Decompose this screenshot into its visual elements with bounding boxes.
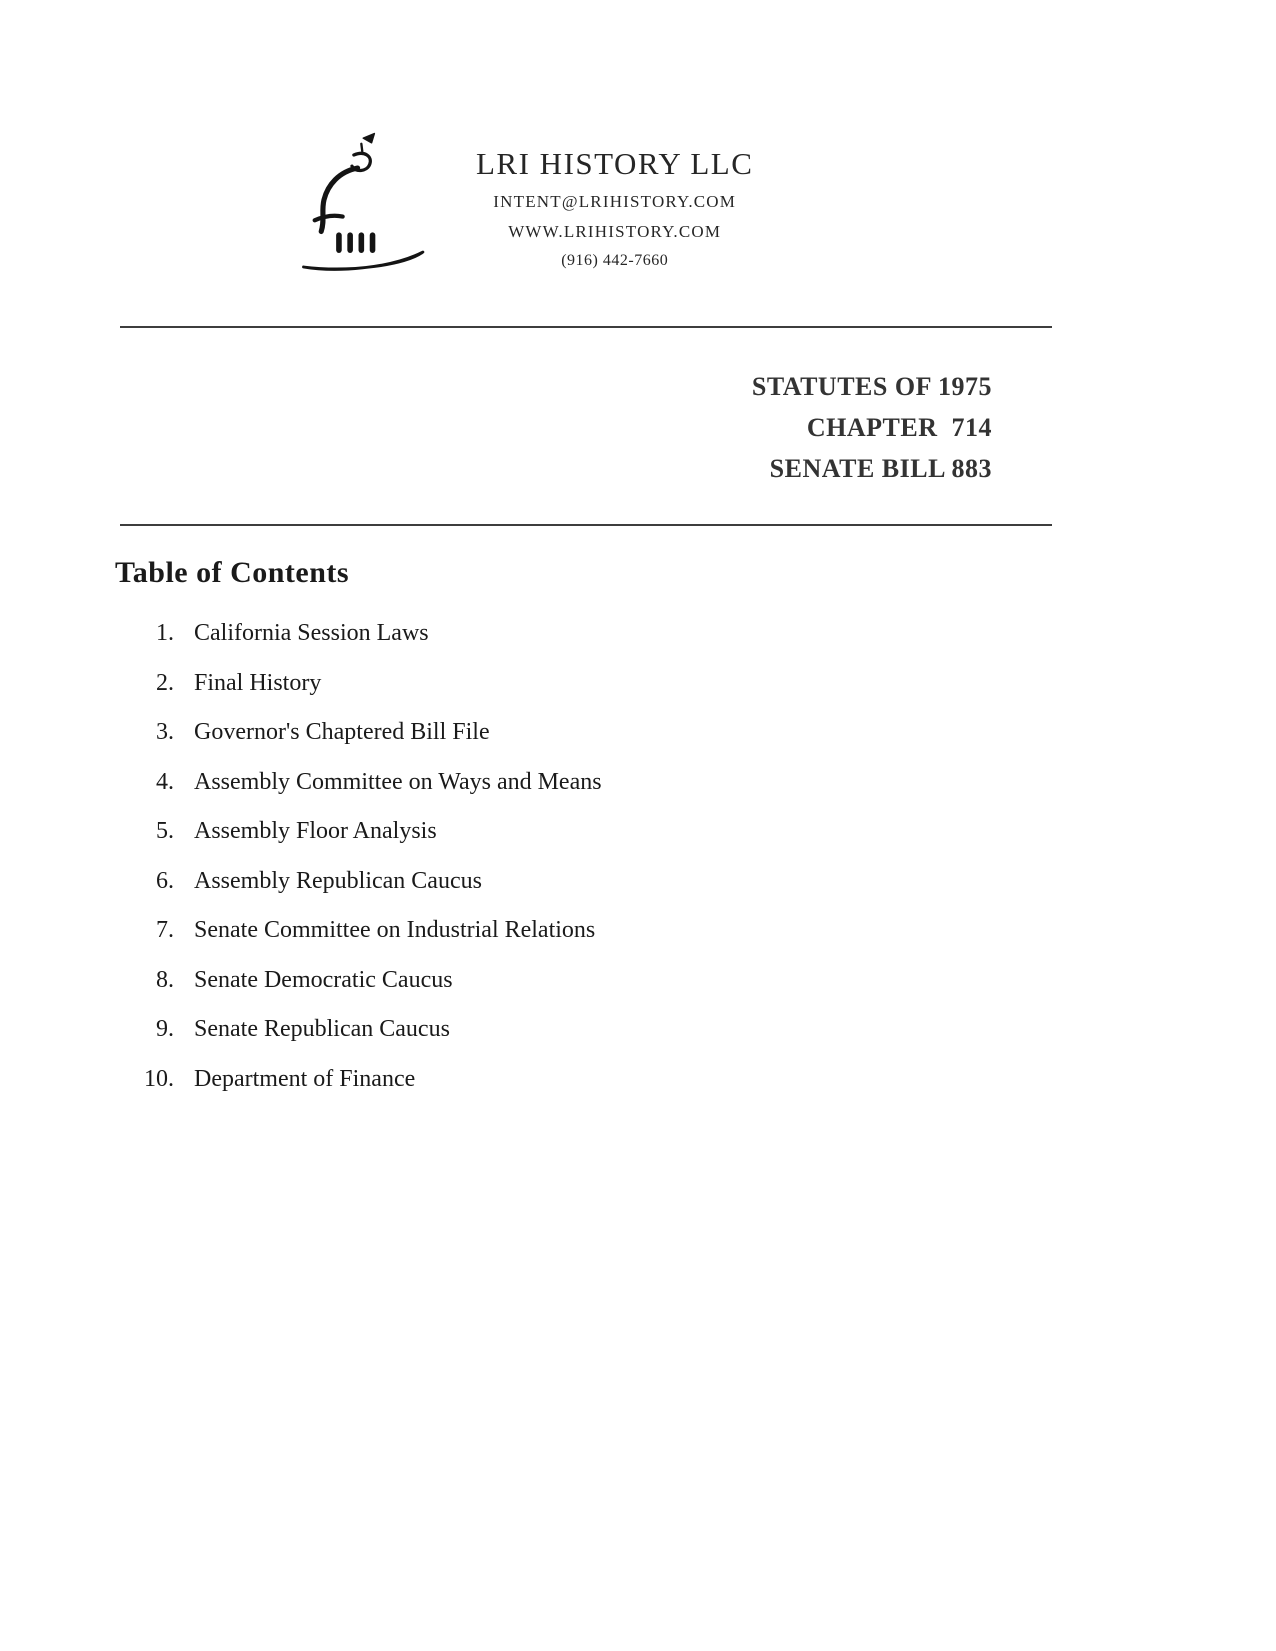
statute-year-line: STATUTES OF 1975 <box>751 372 992 401</box>
toc-item: 1. California Session Laws <box>180 620 602 647</box>
toc-item: 8. Senate Democratic Caucus <box>180 967 602 994</box>
toc-item: 5. Assembly Floor Analysis <box>180 818 602 845</box>
toc-item: 3. Governor's Chaptered Bill File <box>180 719 602 746</box>
company-name: LRI HISTORY LLC <box>476 146 754 181</box>
toc-heading: Table of Contents <box>115 556 350 589</box>
toc-item: 2. Final History <box>180 670 602 697</box>
toc-list <box>112 620 602 1115</box>
capitol-logo-icon <box>296 126 436 281</box>
toc-item: 10. Department of Finance <box>180 1066 602 1093</box>
company-phone: (916) 442-7660 <box>561 252 669 269</box>
toc-item: 6. Assembly Republican Caucus <box>180 868 602 895</box>
toc-item: 7. Senate Committee on Industrial Relations <box>180 917 602 944</box>
toc-item: 4. Assembly Committee on Ways and Means <box>180 769 602 796</box>
company-email: INTENT@LRIHISTORY.COM <box>493 192 737 211</box>
divider-bottom <box>120 524 1052 526</box>
divider-top <box>120 326 1052 328</box>
letterhead <box>296 126 753 281</box>
toc-item: 9. Senate Republican Caucus <box>180 1016 602 1043</box>
statute-chapter-line: CHAPTER 714 <box>806 413 992 442</box>
company-website: WWW.LRIHISTORY.COM <box>508 222 722 241</box>
company-block <box>476 146 753 270</box>
statute-title-block <box>120 366 992 489</box>
statute-bill-line: SENATE BILL 883 <box>769 454 992 483</box>
